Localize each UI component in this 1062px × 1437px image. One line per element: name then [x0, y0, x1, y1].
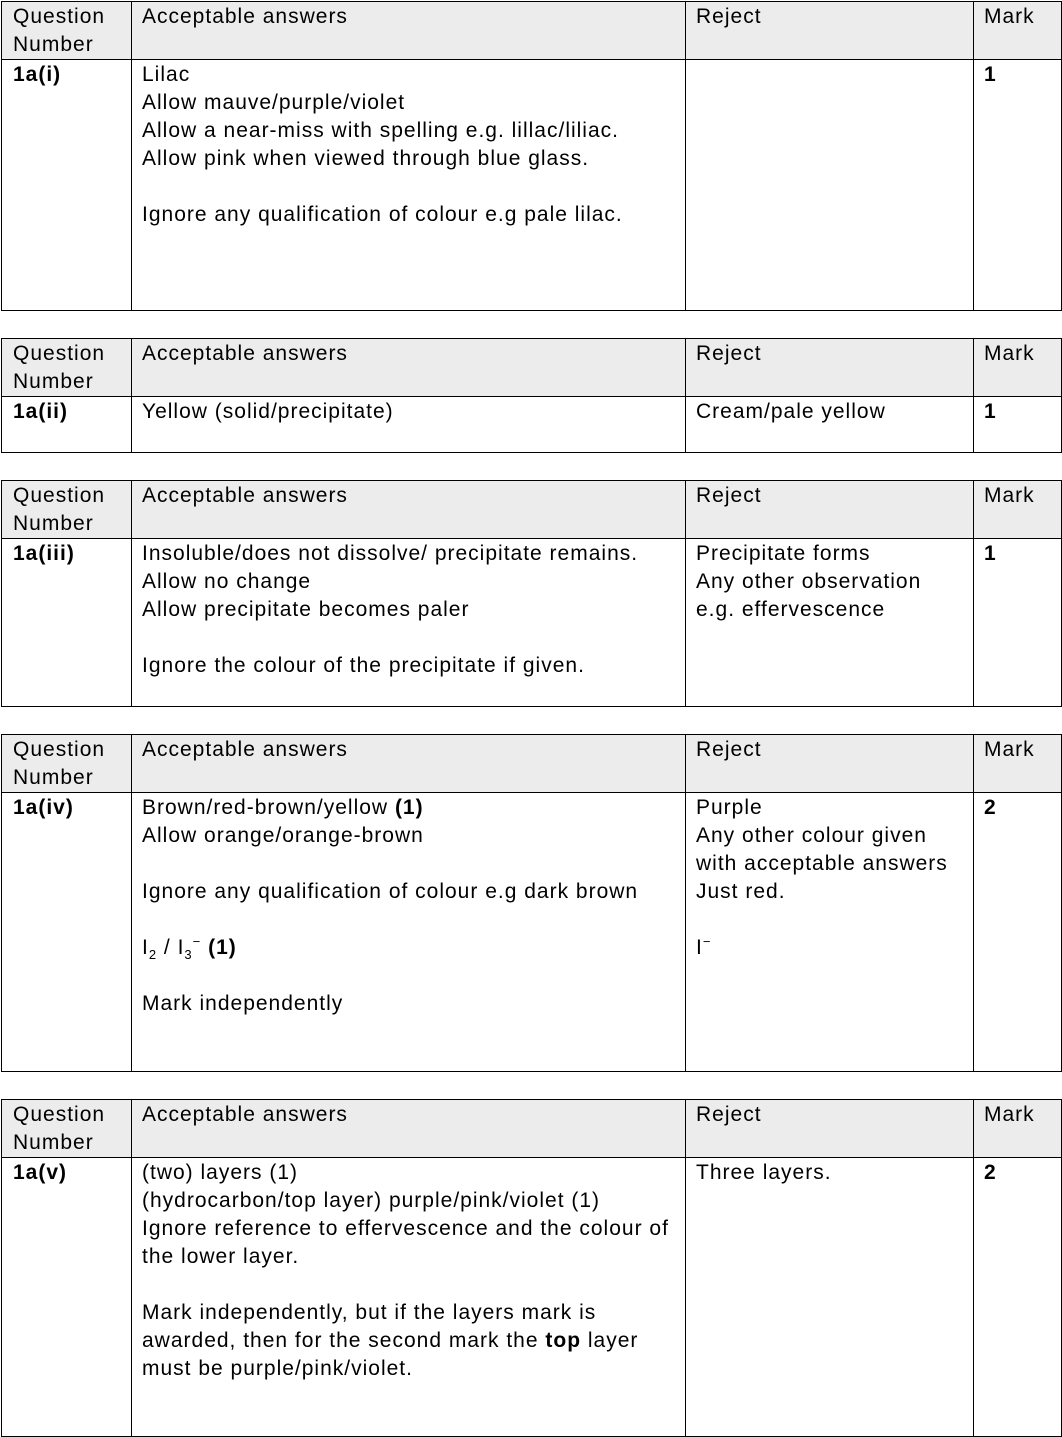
header-reject: Reject	[686, 735, 974, 793]
answer-line	[142, 1299, 675, 1383]
question-number: 1a(i)	[2, 60, 132, 311]
acceptable-answers-cell	[132, 397, 686, 453]
header-mark: Mark	[974, 481, 1062, 539]
reject-cell	[686, 1158, 974, 1437]
table-row	[2, 793, 1062, 1072]
table-header-row	[2, 735, 1062, 793]
answer-line: Allow orange/orange-brown	[142, 824, 424, 847]
answer-text: Mark independently, but if the layers mark is awarded, then for the second mark the	[142, 1301, 597, 1352]
answer-line: Mark independently	[142, 992, 344, 1015]
formula-subscript: 2	[148, 947, 158, 963]
reject-ion-superscript: −	[702, 934, 712, 949]
header-reject: Reject	[686, 2, 974, 60]
header-mark: Mark	[974, 1100, 1062, 1158]
reject-cell	[686, 539, 974, 707]
answer-line: Lilac	[142, 63, 191, 86]
mark-table-1a-iv	[1, 734, 1062, 1072]
reject-cell	[686, 60, 974, 311]
acceptable-answers-cell	[132, 60, 686, 311]
answer-line: Ignore the colour of the precipitate if given.	[142, 654, 585, 677]
header-acceptable-answers: Acceptable answers	[132, 481, 686, 539]
question-number: 1a(iv)	[2, 793, 132, 1072]
answer-line: Ignore any qualification of colour e.g dark brown	[142, 880, 639, 903]
table-row	[2, 397, 1062, 453]
reject-line: Any other colour given with acceptable answers	[696, 824, 948, 875]
answer-line	[142, 173, 675, 201]
header-mark: Mark	[974, 735, 1062, 793]
answer-line: (two) layers (1)	[142, 1161, 299, 1184]
mark-table-1a-ii	[1, 338, 1062, 453]
formula-separator: / I	[157, 936, 185, 959]
header-reject: Reject	[686, 481, 974, 539]
header-reject: Reject	[686, 1100, 974, 1158]
table-row	[2, 60, 1062, 311]
acceptable-answers-cell	[132, 793, 686, 1072]
acceptable-answers-cell	[132, 539, 686, 707]
mark-point: (1)	[394, 796, 424, 819]
answer-line: Allow pink when viewed through blue glass.	[142, 147, 590, 170]
answer-line: Ignore reference to effervescence and the colour of the lower layer.	[142, 1217, 669, 1268]
header-acceptable-answers: Acceptable answers	[132, 339, 686, 397]
mark-table-1a-iii	[1, 480, 1062, 707]
mark-value: 1	[974, 60, 1062, 311]
mark-value: 2	[974, 793, 1062, 1072]
answer-line: Allow mauve/purple/violet	[142, 91, 406, 114]
mark-value: 1	[974, 539, 1062, 707]
mark-value: 2	[974, 1158, 1062, 1437]
answer-line: Yellow (solid/precipitate)	[142, 400, 394, 423]
mark-table-1a-i	[1, 1, 1062, 311]
answer-line	[142, 850, 675, 878]
acceptable-answers-cell	[132, 1158, 686, 1437]
header-question-number: Question Number	[2, 735, 132, 793]
reject-line: Just red.	[696, 880, 786, 903]
reject-line: Cream/pale yellow	[696, 400, 886, 423]
table-header-row	[2, 2, 1062, 60]
reject-line: Precipitate forms	[696, 542, 871, 565]
table-header-row	[2, 1100, 1062, 1158]
formula-superscript: −	[192, 934, 202, 949]
answer-line: (hydrocarbon/top layer) purple/pink/violet (1)	[142, 1189, 601, 1212]
answer-line	[142, 1271, 675, 1299]
reject-cell	[686, 397, 974, 453]
header-mark: Mark	[974, 2, 1062, 60]
answer-line: Allow a near-miss with spelling e.g. lillac/liliac.	[142, 119, 619, 142]
mark-point: (1)	[208, 936, 237, 959]
formula-iodine: I	[142, 936, 149, 959]
header-question-number: Question Number	[2, 481, 132, 539]
table-header-row	[2, 339, 1062, 397]
answer-emphasis: top	[545, 1329, 582, 1352]
reject-ion: I	[696, 936, 703, 959]
reject-line	[696, 906, 963, 934]
reject-line: Any other observation e.g. effervescence	[696, 570, 922, 621]
answer-line: Ignore any qualification of colour e.g pale lilac.	[142, 203, 623, 226]
formula-subscript: 3	[184, 947, 193, 963]
reject-cell	[686, 793, 974, 1072]
header-acceptable-answers: Acceptable answers	[132, 735, 686, 793]
answer-text: Brown/red-brown/yellow	[142, 796, 389, 819]
header-acceptable-answers: Acceptable answers	[132, 1100, 686, 1158]
answer-line	[142, 794, 675, 822]
reject-ion-line	[696, 934, 963, 962]
mark-table-1a-v	[1, 1099, 1062, 1437]
table-row	[2, 1158, 1062, 1437]
header-question-number: Question Number	[2, 2, 132, 60]
mark-value: 1	[974, 397, 1062, 453]
formula-line	[142, 934, 675, 962]
header-reject: Reject	[686, 339, 974, 397]
answer-line: Allow no change	[142, 570, 312, 593]
header-question-number: Question Number	[2, 339, 132, 397]
reject-line: Purple	[696, 796, 763, 819]
table-header-row	[2, 481, 1062, 539]
header-mark: Mark	[974, 339, 1062, 397]
question-number: 1a(ii)	[2, 397, 132, 453]
answer-line: Insoluble/does not dissolve/ precipitate remains.	[142, 542, 639, 565]
answer-text: layer must be purple/pink/violet.	[142, 1329, 639, 1380]
reject-line: Three layers.	[696, 1161, 832, 1184]
question-number: 1a(v)	[2, 1158, 132, 1437]
header-acceptable-answers: Acceptable answers	[132, 2, 686, 60]
answer-line	[142, 962, 675, 990]
table-row	[2, 539, 1062, 707]
answer-line: Allow precipitate becomes paler	[142, 598, 470, 621]
answer-line	[142, 624, 675, 652]
header-question-number: Question Number	[2, 1100, 132, 1158]
question-number: 1a(iii)	[2, 539, 132, 707]
answer-line	[142, 906, 675, 934]
